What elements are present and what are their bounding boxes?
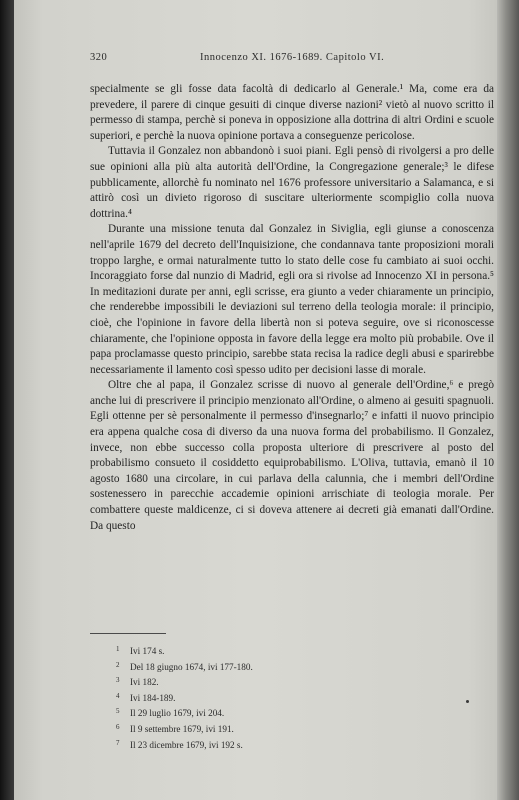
paragraph: specialmente se gli fosse data facoltà di dedicarlo al Generale.¹ Ma, come era da prevedere, il parere di cinque gesuiti di cinque diverse nazioni² vietò al nuovo scritto il permesso di stampa, perchè si poneva in opposizione alla dottrina di altri Ordini e scuole superiori, e perchè la nuova opinione portava a conseguenze pericolose. [90, 83, 494, 142]
page-number: 320 [90, 52, 108, 63]
footnote-text: Del 18 giugno 1674, ivi 177-180. [130, 661, 253, 672]
footnote [116, 737, 416, 753]
footnote-text: Il 9 settembre 1679, ivi 191. [130, 723, 234, 734]
page-edge-stack [497, 0, 519, 800]
footnote-text: Ivi 182. [130, 677, 159, 688]
footnote-number: 4 [116, 691, 120, 700]
footnote [116, 705, 416, 721]
running-title: Innocenzo XI. 1676-1689. Capitolo VI. [200, 52, 385, 63]
book-page [14, 0, 497, 800]
footnotes [116, 643, 416, 752]
footnote-text: Il 23 dicembre 1679, ivi 192 s. [130, 739, 243, 750]
footnote [116, 674, 416, 690]
footnote-number: 7 [116, 738, 120, 747]
footnote [116, 690, 416, 706]
book-spine-shadow [0, 0, 14, 800]
footnote-text: Ivi 184-189. [130, 692, 176, 703]
footnote-divider [90, 633, 166, 634]
body-text [90, 82, 494, 534]
footnote [116, 659, 416, 675]
footnote-number: 3 [116, 676, 120, 685]
footnote-text: Ivi 174 s. [130, 646, 165, 656]
footnote-number: 1 [116, 645, 120, 653]
footnote-number: 5 [116, 707, 120, 716]
paragraph: Durante una missione tenuta dal Gonzalez in Siviglia, egli giunse a conoscenza nell'aprile 1679 del decreto dell'Inquisizione, che condannava tante proposizioni morali troppo larghe, e ormai naturalmente tutto lo stato delle cose fu cambiato ai suoi occhi. Incoraggiato forse dal nunzio di Madrid, egli ora si rivolse ad Innocenzo XI in persona.⁵ In meditazioni durate per anni, egli scrisse, era giunto a veder chiaramente un principio, che renderebbe impossibili le deviazioni sul terreno della teologia morale: il principio, cioè, che l'opinione in favore della libertà non si poteva seguire, ove si riconoscesse chiaramente, che l'opinione opposta in favore della legge era molto più probabile. Ove il papa proclamasse questo principio, sarebbe stata recisa la radice degli abusi e sparirebbe necessariamente il lamento così spesso udito per decisioni lasse di morale. [90, 223, 494, 376]
footnote-number: 6 [116, 722, 120, 731]
paragraph: Tuttavia il Gonzalez non abbandonò i suoi piani. Egli pensò di rivolgersi a pro delle sue opinioni alla più alta autorità dell'Ordine, la Congregazione generale;³ le difese pubblicamente, allorchè fu nominato nel 1676 professore universitario a Salamanca, e si attirò così un divieto rigoroso di suscitare ulteriormente scompiglio colla nuova dottrina.⁴ [90, 145, 494, 220]
paragraph: Oltre che al papa, il Gonzalez scrisse di nuovo al generale dell'Ordine,⁶ e pregò anche lui di prescrivere il principio menzionato all'Ordine, o almeno ai gesuiti spagnuoli. Egli ottenne per sè personalmente il permesso d'insegnarlo;⁷ e infatti il nuovo principio era appena qualche cosa di diverso da una nuova forma del probabilismo. Il Gonzalez, invece, non ebbe successo colla proposta ulteriore di prescrivere al posto del probabilismo consueto il cosiddetto equiprobabilismo. L'Oliva, tuttavia, emanò il 10 agosto 1680 una circolare, in cui parlava della calunnia, che i membri dell'Ordine sostenessero in parecchie accademie opinioni arrischiate di teologia morale. Per combattere queste maldicenze, ci si doveva attenere ai decreti già emanati dall'Ordine. Da questo [90, 379, 494, 532]
paper-speck [466, 700, 469, 703]
footnote-text: Il 29 luglio 1679, ivi 204. [130, 708, 225, 719]
footnote [116, 643, 416, 659]
footnote [116, 721, 416, 737]
footnote-number: 2 [116, 660, 120, 669]
